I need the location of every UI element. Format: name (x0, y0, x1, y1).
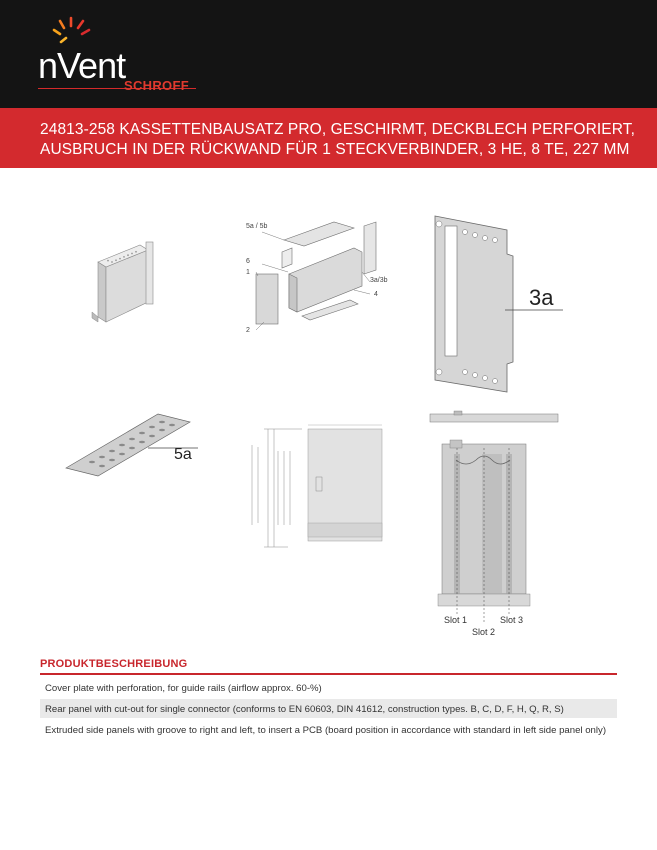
brand-sub: SCHROFF (124, 78, 189, 93)
logo-rays-icon (52, 16, 92, 46)
description-row: Rear panel with cut-out for single connector (conforms to EN 60603, DIN 41612, construction types. B, C, D, F, H, Q, R, S) (40, 699, 617, 718)
slot-1-label: Slot 1 (444, 615, 468, 625)
product-description-heading: PRODUKTBESCHREIBUNG (40, 658, 188, 670)
cover-plate-drawing (62, 410, 202, 480)
brand-name: nVent (38, 45, 126, 86)
nvent-schroff-logo (38, 22, 208, 100)
exploded-label-6: 6 (246, 258, 250, 265)
slot-drawing (428, 408, 568, 623)
exploded-label-1: 1 (246, 269, 250, 276)
exploded-label-3ab: 3a/3b (370, 277, 388, 284)
cover-plate-callout: 5a (174, 446, 192, 463)
slot-3-label: Slot 3 (500, 615, 524, 625)
section-divider (40, 673, 617, 675)
slot-2-label: Slot 2 (472, 627, 496, 637)
brand-header (0, 0, 657, 108)
exploded-label-5ab: 5a / 5b (246, 223, 268, 230)
description-row: Cover plate with perforation, for guide rails (airflow approx. 60-%) (45, 683, 322, 694)
product-title-line-2: AUSBRUCH IN DER RÜCKWAND FÜR 1 STECKVERBINDER, 3 HE, 8 TE, 227 MM (40, 141, 630, 158)
exploded-label-2: 2 (246, 327, 250, 334)
dimension-drawing (244, 405, 389, 557)
rear-panel-drawing (425, 212, 575, 397)
cassette-photo (88, 232, 168, 327)
description-row: Extruded side panels with groove to right and left, to insert a PCB (board position in accordance with standard in left side panel only) (45, 725, 607, 736)
rear-panel-callout: 3a (529, 285, 554, 310)
exploded-label-4: 4 (374, 291, 378, 298)
product-title-line-1: 24813-258 KASSETTENBAUSATZ PRO, GESCHIRMT, DECKBLECH PERFORIERT, (40, 121, 635, 138)
exploded-view-drawing (244, 212, 394, 342)
